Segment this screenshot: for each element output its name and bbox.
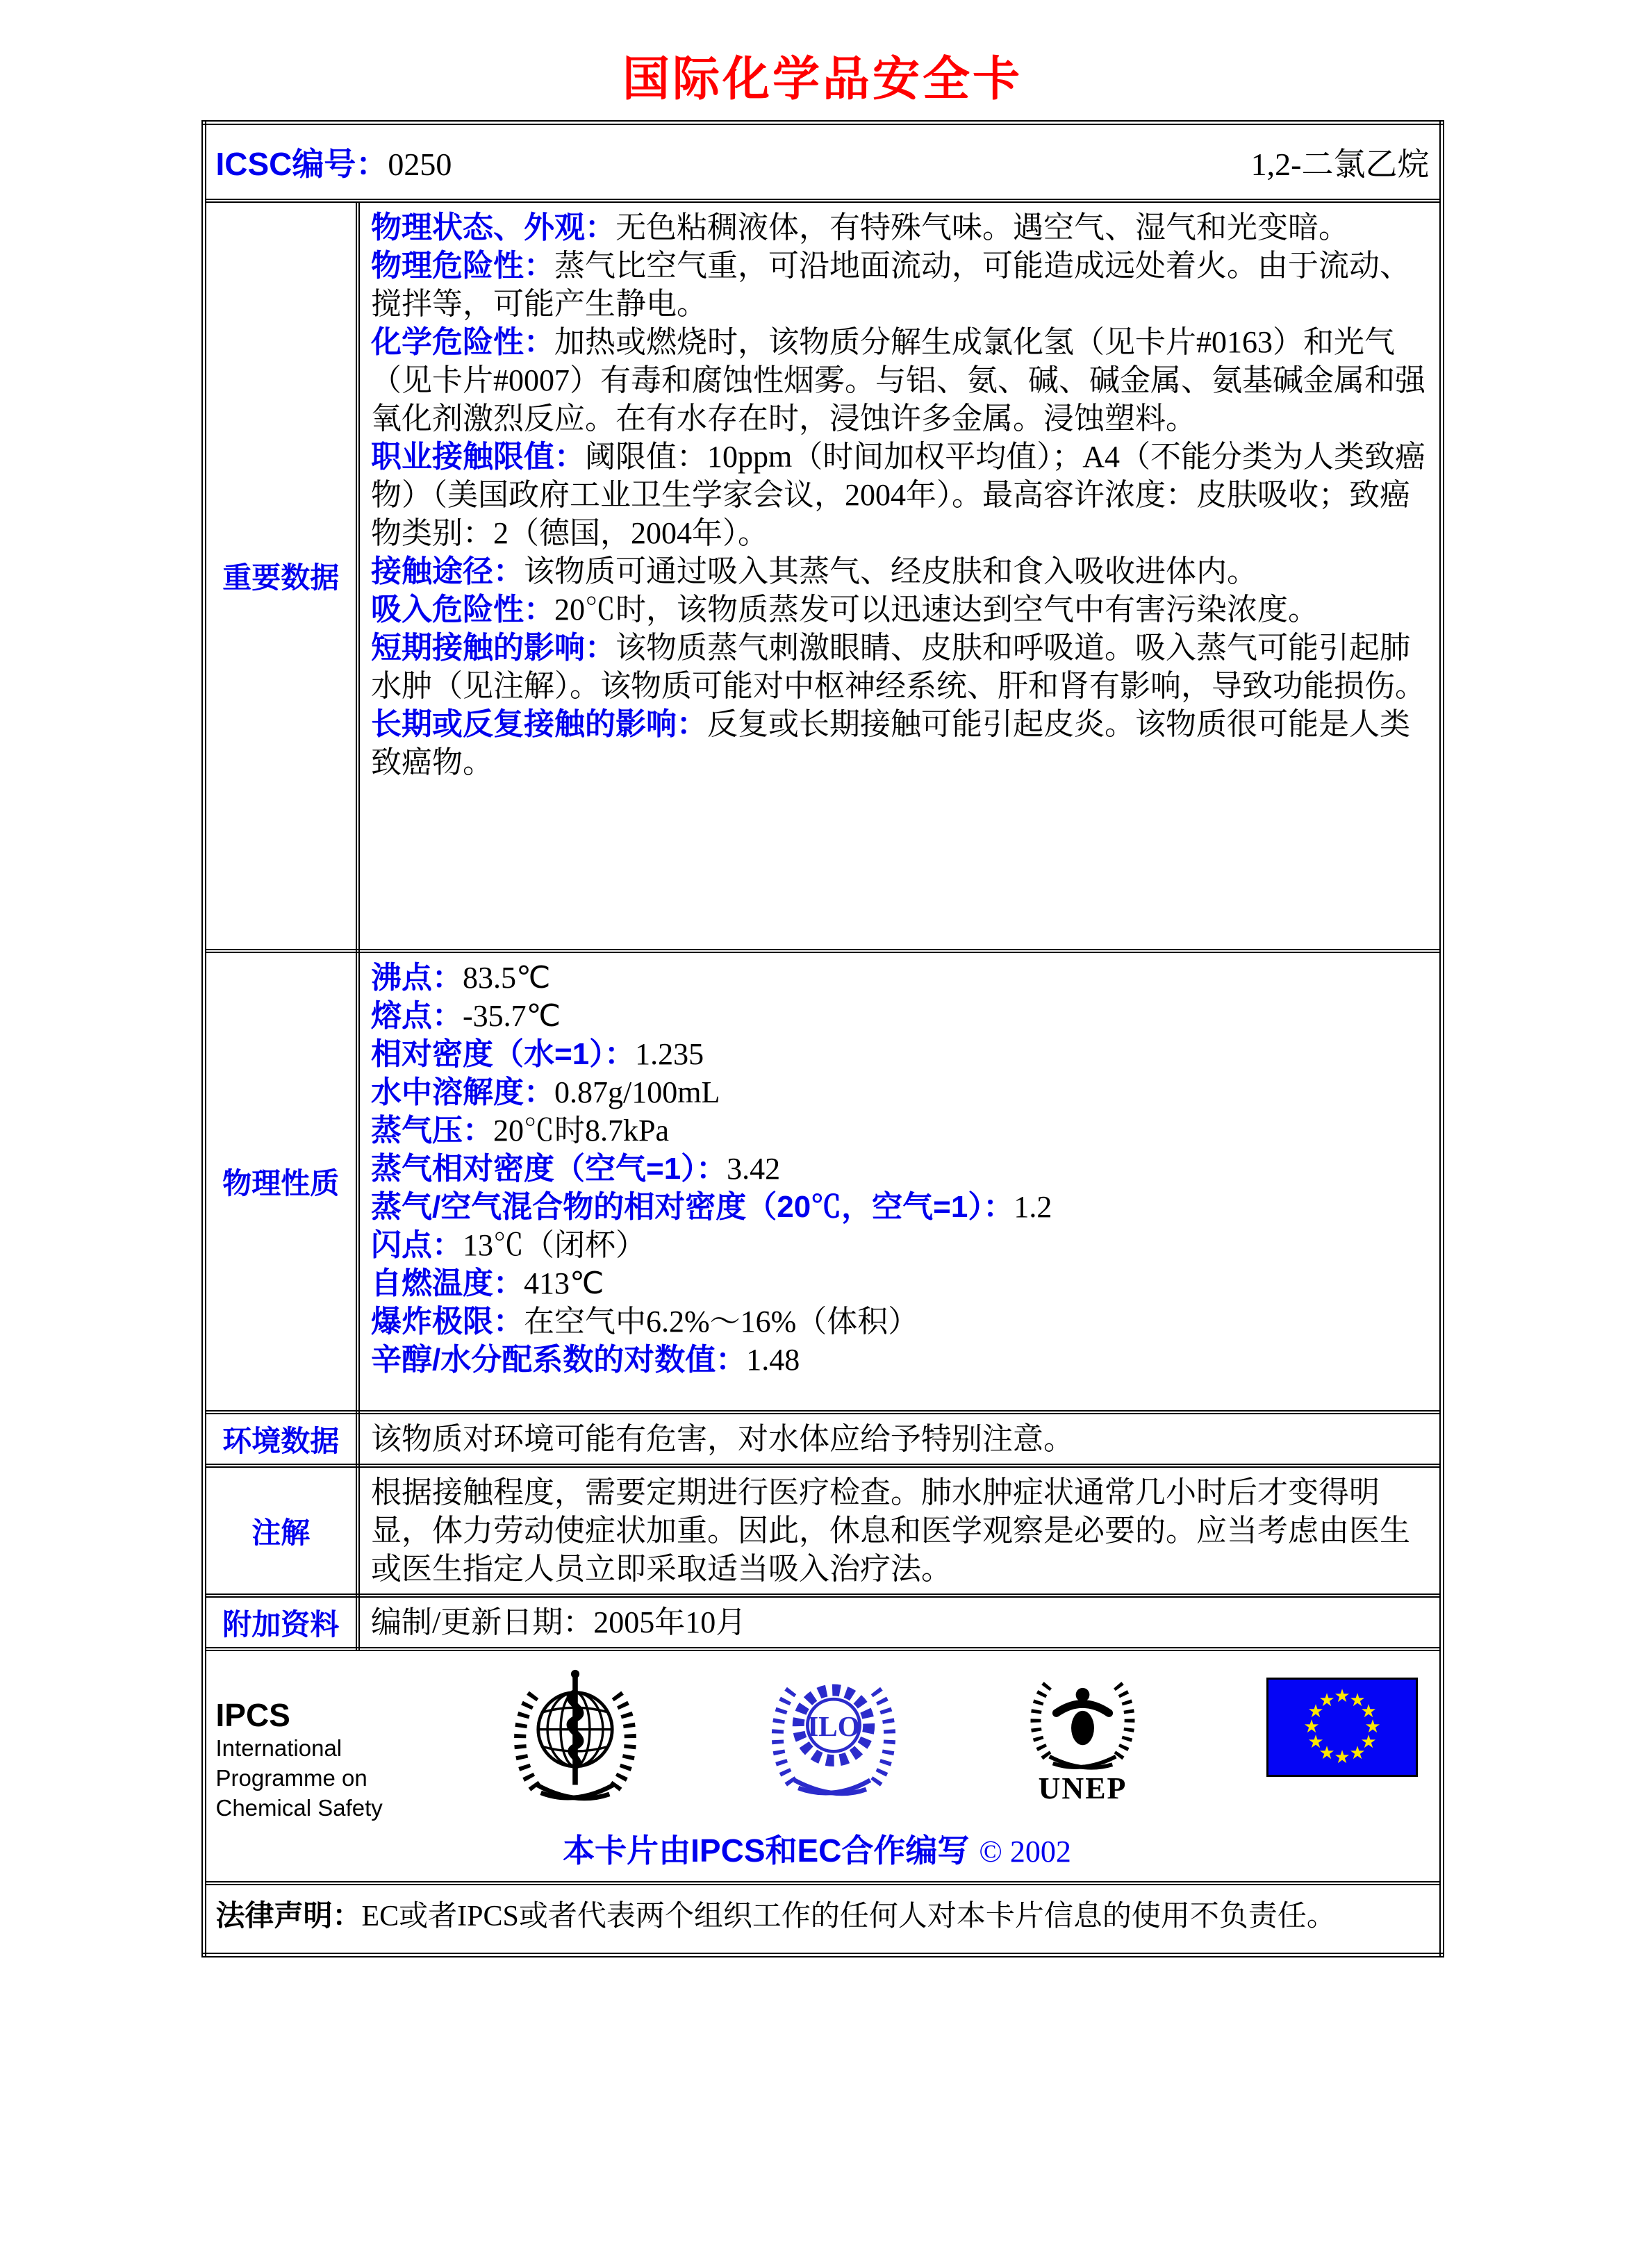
field-value: 该物质可通过吸入其蒸气、经皮肤和食入吸收进体内。 — [524, 554, 1257, 588]
section-content-physical-properties — [358, 951, 1441, 1412]
svg-text:★: ★ — [1349, 1690, 1366, 1711]
copyright-text: © 2002 — [979, 1835, 1071, 1869]
unep-logo-icon — [1025, 1665, 1140, 1775]
text-line — [371, 705, 1428, 781]
unep-wordmark: UNEP — [1038, 1771, 1127, 1805]
field-value: 在空气中6.2%～16%（体积） — [524, 1305, 919, 1339]
text-line — [371, 1264, 1428, 1302]
logos-section — [204, 1649, 1441, 1883]
svg-text:★: ★ — [1364, 1716, 1382, 1737]
field-value: 该物质蒸气刺激眼睛、皮肤和呼吸道。吸入蒸气可能引起肺水肿（见注解）。该物质可能对中枢神经系统、肝和肾有影响，导致功能损伤。 — [371, 631, 1425, 703]
text-line — [371, 1302, 1428, 1341]
field-value: 蒸气比空气重，可沿地面流动，可能造成远处着火。由于流动、搅拌等，可能产生静电。 — [371, 249, 1410, 321]
text-line — [371, 997, 1428, 1035]
table-row — [204, 1649, 1441, 1883]
text-line — [371, 1150, 1428, 1188]
table-row — [204, 1466, 1441, 1596]
icsc-number-group — [216, 139, 452, 185]
text-line: Chemical Safety — [215, 1795, 383, 1821]
field-value: 13℃（闭杯） — [463, 1228, 646, 1262]
text-line — [371, 438, 1428, 552]
field-label: 物理危险性： — [371, 249, 554, 283]
text-line — [371, 1603, 1428, 1641]
eu-flag-icon — [1266, 1678, 1418, 1777]
section-content-notes — [358, 1466, 1441, 1596]
svg-text:★: ★ — [1303, 1716, 1321, 1737]
section-label-important-data: 重要数据 — [204, 201, 358, 951]
section-label-notes: 注解 — [204, 1466, 358, 1596]
field-label: 长期或反复接触的影响： — [371, 707, 707, 741]
field-label: 相对密度（水=1）： — [371, 1037, 636, 1071]
svg-text:★: ★ — [1360, 1701, 1378, 1722]
field-label: 蒸气相对密度（空气=1）： — [371, 1152, 727, 1186]
text-line — [371, 629, 1428, 705]
field-value: 阈限值：10ppm（时间加权平均值）；A4（不能分类为人类致癌物）（美国政府工业卫生学家会议，2004年）。最高容许浓度：皮肤吸收；致癌物类别：2（德国，2004年）。 — [371, 440, 1425, 550]
icsc-number-value: 0250 — [388, 147, 452, 182]
unep-logo-block — [1025, 1665, 1140, 1806]
table-row — [204, 1883, 1441, 1955]
field-label: 爆炸极限： — [371, 1305, 524, 1339]
text-line: Programme on — [215, 1765, 367, 1791]
field-label: 沸点： — [371, 961, 463, 995]
field-value: 1.235 — [635, 1037, 704, 1071]
text-line — [371, 1473, 1428, 1588]
table-row — [204, 201, 1441, 951]
who-logo-icon — [509, 1665, 641, 1812]
field-label: 职业接触限值： — [371, 440, 585, 474]
table-row — [204, 1596, 1441, 1649]
field-value: 20℃时，该物质蒸发可以迅速达到空气中有害污染浓度。 — [554, 593, 1319, 627]
section-content-important-data — [358, 201, 1441, 951]
field-value: 0.87g/100mL — [554, 1075, 720, 1109]
section-content-environment-data — [358, 1412, 1441, 1466]
section-content-additional-info — [358, 1596, 1441, 1649]
field-value: 反复或长期接触可能引起皮炎。该物质很可能是人类致癌物。 — [371, 707, 1410, 779]
text-line — [371, 590, 1428, 629]
safety-card-table — [201, 120, 1444, 1957]
svg-text:★: ★ — [1360, 1732, 1378, 1753]
field-label: 熔点： — [371, 999, 463, 1033]
ipcs-title: IPCS — [215, 1697, 290, 1733]
svg-text:★: ★ — [1319, 1690, 1336, 1711]
ilo-logo-icon — [768, 1665, 899, 1803]
field-value: 3.42 — [727, 1152, 781, 1186]
table-row — [204, 123, 1441, 201]
table-row — [204, 951, 1441, 1412]
field-value: -35.7℃ — [463, 999, 561, 1033]
text-line — [371, 1073, 1428, 1111]
text-line — [371, 1420, 1428, 1458]
text-line — [371, 1226, 1428, 1264]
section-label-additional-info: 附加资料 — [204, 1596, 358, 1649]
caption-text: 本卡片由IPCS和EC合作编写 — [563, 1832, 970, 1869]
text-line — [371, 247, 1428, 323]
svg-text:★: ★ — [1307, 1732, 1325, 1753]
field-label: 辛醇/水分配系数的对数值： — [371, 1343, 747, 1377]
field-value: 20℃时8.7kPa — [493, 1114, 669, 1148]
section-label-environment-data: 环境数据 — [204, 1412, 358, 1466]
text-line — [371, 1341, 1428, 1379]
field-label: 化学危险性： — [371, 325, 554, 359]
svg-text:★: ★ — [1307, 1701, 1325, 1722]
text-line — [371, 1188, 1428, 1226]
field-label: 吸入危险性： — [371, 593, 554, 627]
text-line — [371, 1035, 1428, 1073]
field-label: 短期接触的影响： — [371, 631, 615, 665]
field-label: 闪点： — [371, 1228, 463, 1262]
field-value: 加热或燃烧时，该物质分解生成氯化氢（见卡片#0163）和光气（见卡片#0007）有毒和腐蚀性烟雾。与铝、氨、碱、碱金属、氨基碱金属和强氧化剂激烈反应。在有水存在时，浸蚀许多金属。浸蚀塑料。 — [371, 325, 1425, 436]
card-header-cell — [204, 123, 1441, 201]
svg-text:★: ★ — [1334, 1747, 1351, 1768]
svg-text:ILO: ILO — [807, 1710, 860, 1742]
page-title: 国际化学品安全卡 — [622, 53, 1023, 106]
text-line — [371, 959, 1428, 997]
field-label: 水中溶解度： — [371, 1075, 554, 1109]
legal-notice — [204, 1883, 1441, 1955]
field-label: 蒸气/空气混合物的相对密度（20℃，空气=1）： — [371, 1190, 1014, 1224]
field-label: 蒸气压： — [371, 1114, 493, 1148]
legal-notice-text: EC或者IPCS或者代表两个组织工作的任何人对本卡片信息的使用不负责任。 — [361, 1901, 1336, 1932]
field-value: 83.5℃ — [463, 961, 551, 995]
text-line — [371, 208, 1428, 247]
text-line: International — [215, 1735, 342, 1761]
svg-text:★: ★ — [1349, 1743, 1366, 1764]
section-label-physical-properties: 物理性质 — [204, 951, 358, 1412]
field-label: 接触途径： — [371, 554, 524, 588]
text-line — [371, 552, 1428, 590]
field-value: 1.2 — [1014, 1190, 1052, 1224]
field-value: 无色粘稠液体，有特殊气味。遇空气、湿气和光变暗。 — [615, 210, 1349, 245]
field-label: 自燃温度： — [371, 1266, 524, 1300]
icsc-number-label: ICSC编号： — [215, 146, 388, 182]
svg-text:★: ★ — [1319, 1743, 1336, 1764]
chemical-name: 1,2-二氯乙烷 — [1250, 147, 1430, 182]
table-row — [204, 1412, 1441, 1466]
field-value: 该物质对环境可能有危害，对水体应给予特别注意。 — [371, 1422, 1074, 1456]
text-line — [371, 1111, 1428, 1150]
field-label: 物理状态、外观： — [371, 210, 615, 245]
field-value: 1.48 — [746, 1343, 800, 1377]
text-line — [371, 323, 1428, 438]
cooperation-caption — [216, 1826, 1419, 1871]
ipcs-text-block — [216, 1665, 383, 1823]
field-value: 根据接触程度，需要定期进行医疗检查。肺水肿症状通常几小时后才变得明显，体力劳动使症状加重。因此，休息和医学观察是必要的。应当考虑由医生或医生指定人员立即采取适当吸入治疗法。 — [371, 1475, 1410, 1586]
field-value: 413℃ — [524, 1266, 604, 1300]
field-value: 编制/更新日期：2005年10月 — [371, 1605, 747, 1639]
svg-text:★: ★ — [1334, 1686, 1351, 1707]
legal-notice-label: 法律声明： — [215, 1899, 362, 1932]
